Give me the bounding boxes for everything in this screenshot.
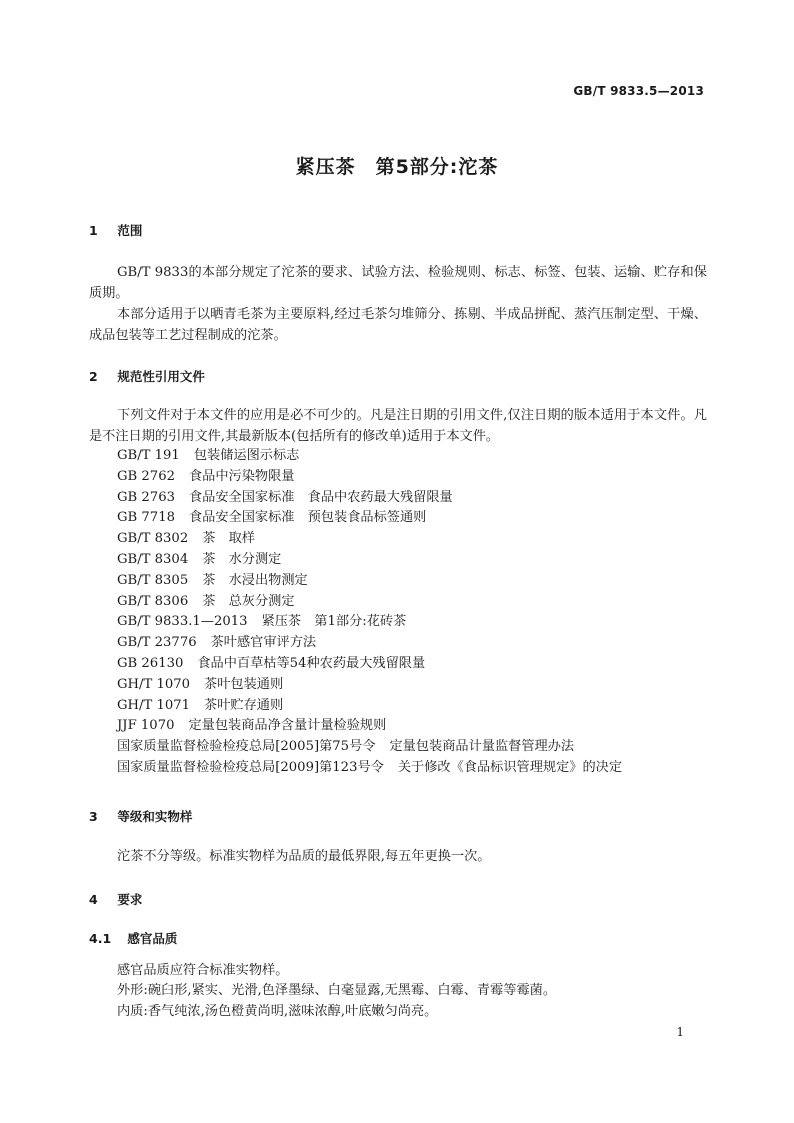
reference-code: GB/T 9833.1—2013 (117, 614, 248, 630)
scope-paragraph-1: GB/T 9833的本部分规定了沱茶的要求、试验方法、检验规则、标志、标签、包装、运输、贮存和保质期。 (89, 265, 707, 301)
reference-item (117, 571, 622, 592)
reference-item (117, 529, 622, 550)
reference-code: GB/T 8306 (117, 593, 189, 609)
normative-refs-intro: 下列文件对于本文件的应用是必不可少的。凡是注日期的引用文件,仅注日期的版本适用于本文件。凡是不注日期的引用文件,其最新版本(包括所有的修改单)适用于本文件。 (89, 408, 707, 444)
reference-code: GB/T 8302 (117, 531, 189, 547)
reference-item (117, 467, 622, 488)
reference-item (117, 446, 622, 467)
section-heading-requirements (89, 890, 142, 908)
reference-title: 茶 总灰分测定 (202, 593, 295, 609)
section-heading-normative-refs (89, 367, 205, 385)
reference-code: GH/T 1071 (117, 697, 191, 713)
reference-title: 关于修改《食品标识管理规定》的决定 (397, 759, 623, 775)
section-heading-grades (89, 807, 192, 825)
sensory-line: 感官品质应符合标准实物样。 (117, 963, 289, 978)
reference-item (117, 550, 622, 571)
reference-item (117, 508, 622, 529)
page-number: 1 (676, 1025, 684, 1039)
section-title: 等级和实物样 (117, 809, 193, 824)
reference-item (117, 737, 622, 758)
reference-code: GB/T 8304 (117, 551, 189, 567)
reference-title: 茶叶贮存通则 (204, 697, 284, 713)
reference-code: 国家质量监督检验检疫总局[2005]第75号令 (117, 739, 376, 755)
section-title: 规范性引用文件 (117, 369, 205, 384)
sensory-line-inner-quality: 内质:香气纯浓,汤色橙黄尚明,滋味浓醇,叶底嫩匀尚亮。 (117, 1004, 438, 1019)
reference-item (117, 696, 622, 717)
reference-code: GB 2763 (117, 489, 175, 505)
document-title: 紧压茶 第5部分:沱茶 (295, 156, 499, 178)
section-number: 4 (89, 892, 98, 907)
reference-title: 紧压茶 第1部分:花砖茶 (261, 614, 407, 630)
reference-code: GB/T 23776 (117, 635, 197, 651)
reference-title: 茶叶包装通则 (204, 676, 284, 692)
reference-code: GH/T 1070 (117, 676, 191, 692)
reference-title: 食品中百草枯等54种农药最大残留限量 (197, 655, 426, 671)
reference-item (117, 592, 622, 613)
reference-title: 茶叶感官审评方法 (210, 635, 317, 651)
section-title: 范围 (117, 223, 143, 238)
reference-item (117, 633, 622, 654)
reference-item (117, 612, 622, 633)
standard-code: GB/T 9833.5—2013 (573, 84, 704, 98)
section-number: 3 (89, 809, 98, 824)
sensory-line-appearance: 外形:碗臼形,紧实、光滑,色泽墨绿、白毫显露,无黑霉、白霉、青霉等霉菌。 (117, 983, 557, 998)
reference-code: 国家质量监督检验检疫总局[2009]第123号令 (117, 759, 384, 775)
reference-title: 食品安全国家标准 预包装食品标签通则 (188, 510, 427, 526)
subsection-number: 4.1 (89, 931, 112, 946)
reference-code: JJF 1070 (117, 718, 175, 734)
reference-item (117, 716, 622, 737)
subsection-title: 感官品质 (127, 931, 178, 946)
reference-title: 茶 水浸出物测定 (202, 572, 308, 588)
section-number: 1 (89, 223, 98, 238)
reference-code: GB/T 8305 (117, 572, 189, 588)
reference-title: 包装储运图示标志 (193, 448, 300, 463)
reference-title: 定量包装商品计量监督管理办法 (389, 739, 575, 755)
reference-title: 定量包装商品净含量计量检验规则 (188, 718, 387, 734)
grades-text: 沱茶不分等级。标准实物样为品质的最低界限,每五年更换一次。 (117, 849, 491, 864)
reference-title: 茶 水分测定 (202, 551, 282, 567)
reference-code: GB 7718 (117, 510, 175, 526)
reference-item (117, 488, 622, 509)
subsection-heading-sensory-quality (89, 929, 177, 947)
section-number: 2 (89, 369, 98, 384)
reference-title: 食品中污染物限量 (188, 468, 295, 484)
reference-item (117, 758, 622, 779)
reference-item (117, 675, 622, 696)
scope-paragraph-2: 本部分适用于以晒青毛茶为主要原料,经过毛茶匀堆筛分、拣剔、半成品拼配、蒸汽压制定型、干燥、成品包装等工艺过程制成的沱茶。 (89, 307, 707, 343)
reference-code: GB/T 191 (117, 448, 180, 463)
reference-title: 茶 取样 (202, 531, 255, 547)
reference-list (117, 446, 622, 779)
reference-code: GB 26130 (117, 655, 184, 671)
section-heading-scope (89, 221, 142, 239)
reference-item (117, 654, 622, 675)
section-title: 要求 (117, 892, 143, 907)
reference-title: 食品安全国家标准 食品中农药最大残留限量 (188, 489, 453, 505)
reference-code: GB 2762 (117, 468, 175, 484)
